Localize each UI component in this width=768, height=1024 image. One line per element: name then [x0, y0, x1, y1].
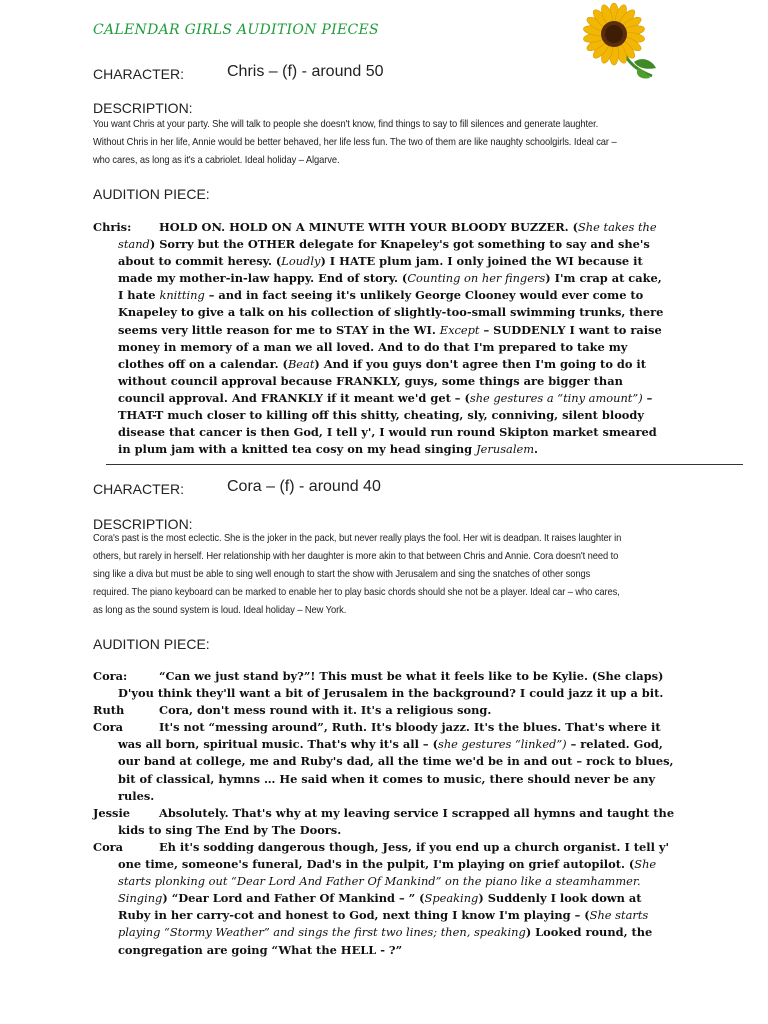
- dialogue-text: ) I HATE plum jam. I only joined the WI because it made my mother-in-law happy. End of story. (: [118, 254, 643, 286]
- page-title: CALENDAR GIRLS AUDITION PIECES: [93, 22, 379, 38]
- audition-speech: [93, 219, 671, 458]
- dialogue-text: ) Sorry but the OTHER delegate for Knapeley's got something to say and she's about to commit heresy. (: [118, 237, 650, 269]
- script-line: [93, 702, 675, 719]
- section-divider: [106, 464, 743, 465]
- dialogue-text: ) I'm crap at cake, I hate: [118, 271, 662, 303]
- speaker-name: Chris:: [93, 220, 132, 234]
- description-label: DESCRIPTION:: [93, 516, 193, 532]
- dialogue-text: Eh it's sodding dangerous though, Jess, if you end up a church organist. I tell y' one time, someone's funeral, Dad's in the pulpit, I'm playing on grief autopilot. (: [118, 839, 669, 872]
- stage-direction: she gestures “linked”): [437, 737, 567, 752]
- stage-direction: She starts playing “Stormy Weather” and sings the first two lines; then, speaking: [118, 908, 649, 940]
- character-label: CHARACTER:: [93, 66, 185, 82]
- character-name: Chris – (f) - around 50: [227, 63, 384, 80]
- stage-direction: She takes the stand: [118, 220, 657, 252]
- dialogue-text: ) And if you guys don't agree then I'm going to do it without council approval because FRANKLY, guys, some things are bigger than council approval. And FRANKLY if it meant we'd get – (: [118, 356, 647, 405]
- dialogue-text: ) Looked round, the congregation are going “What the HELL - ?”: [118, 925, 653, 957]
- dialogue-text: – SUDDENLY I want to raise money in memory of a man we all loved. And to do that I'm prepared to take my clothes off on a calendar. (: [118, 322, 662, 371]
- stage-direction: Counting on her fingers: [407, 271, 546, 286]
- script-line: [93, 219, 671, 458]
- audition-label: AUDITION PIECE:: [93, 186, 210, 202]
- character-name: Cora – (f) - around 40: [227, 478, 381, 495]
- stage-direction: Jerusalem: [476, 442, 535, 457]
- dialogue-text: It's not “messing around”, Ruth. It's bloody jazz. It's the blues. That's where it was all born, spiritual music. That's why it's all – (: [118, 720, 661, 752]
- audition-speech: [93, 668, 675, 959]
- stage-direction: Speaking: [424, 891, 479, 906]
- dialogue-text: ) “Dear Lord and Father Of Mankind – ” (: [162, 891, 425, 906]
- dialogue-text: HOLD ON. HOLD ON A MINUTE WITH YOUR BLOODY BUZZER. (: [159, 220, 578, 234]
- dialogue-text: – THAT-T much closer to killing off this shitty, cheating, sly, conniving, silent bloody disease that cancer is then God, I tell y', I would run round Skipton market smeared in plum jam with a knitted tea cosy on my head singing: [118, 390, 657, 457]
- dialogue-text: – and in fact seeing it's unlikely George Clooney would ever come to Knapeley to give a talk on his collection of slightly-too-small swimming trunks, there seems very little reason for me to STAY in the WI.: [118, 288, 664, 337]
- description-text: You want Chris at your party. She will talk to people she doesn't know, find things to say to fill silences and generate laughter. Without Chris in her life, Annie would be better behaved, her life less fun. The two of them are like naughty schoolgirls. Ideal car – who cares, as long as it's a cabriolet. Ideal holiday – Algarve.: [93, 119, 617, 166]
- speaker-name: Jessie: [93, 805, 131, 820]
- speaker-name: Cora: [93, 839, 124, 854]
- script-line: [93, 839, 675, 959]
- script-line: [93, 668, 675, 702]
- audition-label: AUDITION PIECE:: [93, 636, 210, 652]
- speaker-name: Cora: [93, 720, 124, 735]
- stage-direction: Beat: [287, 356, 315, 371]
- script-line: [93, 719, 675, 804]
- dialogue-text: Cora, don't mess round with it. It's a religious song.: [159, 703, 492, 718]
- character-label: CHARACTER:: [93, 481, 185, 497]
- dialogue-text: ) Suddenly I look down at Ruby in her carry-cot and honest to God, next thing I know I'm playing – (: [118, 891, 642, 923]
- dialogue-text: Absolutely. That's why at my leaving service I scrapped all hymns and taught the kids to sing The End by The Doors.: [118, 805, 675, 837]
- stage-direction: She starts plonking out “Dear Lord And Father Of Mankind” on the piano like a steamhammer. Singing: [118, 857, 657, 906]
- stage-direction: she gestures a “tiny amount”): [469, 390, 643, 405]
- description-label: DESCRIPTION:: [93, 100, 193, 116]
- script-line: [93, 805, 675, 839]
- dialogue-text: .: [534, 442, 538, 457]
- description-text: Cora's past is the most eclectic. She is the joker in the pack, but never really plays the fool. Her wit is deadpan. It raises laughter in others, but rarely in herself. Her relationship with her daughter is more akin to that between Chris and Annie. Cora doesn't need to sing like a diva but must be able to sing well enough to start the show with Jerusalem and sing the snatches of other songs required. The piano keyboard can be marked to enable her to play basic chords should she not be a player. Ideal car – who cares, as long as the sound system is loud. Ideal holiday – New York.: [93, 533, 622, 616]
- sunflower-icon: [578, 2, 660, 82]
- stage-direction: Loudly: [281, 254, 321, 269]
- speaker-name: Cora:: [93, 669, 128, 683]
- stage-direction: Except: [439, 322, 480, 337]
- speaker-name: Ruth: [93, 703, 125, 718]
- dialogue-text: “Can we just stand by?”! This must be what it feels like to be Kylie. (She claps) D'you think they'll want a bit of Jerusalem in the background? I could jazz it up a bit.: [118, 669, 664, 701]
- stage-direction: knitting: [159, 288, 205, 303]
- dialogue-text: – related. God, our band at college, me and Ruby's dad, all the time we'd be in and out – rock to blues, bit of classical, hymns … He said when it comes to music, there should never be any rules.: [118, 737, 674, 803]
